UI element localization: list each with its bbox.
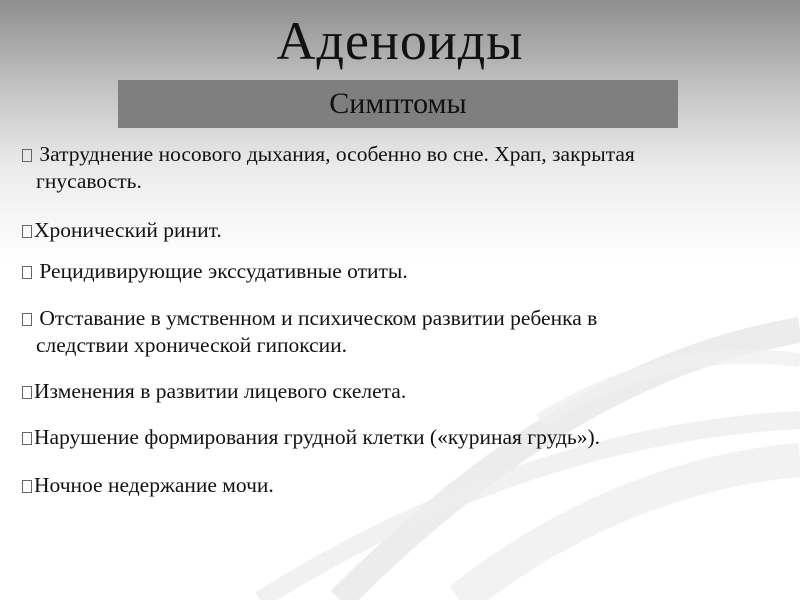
symptom-text: Отставание в умственном и психическом развитии ребенка в [34,306,598,330]
symptom-text: Хронический ринит. [34,218,222,242]
bullet-icon [22,386,32,399]
list-item [22,472,782,499]
list-item [22,217,782,244]
bullet-icon [22,432,32,445]
symptom-text: Нарушение формирования грудной клетки («куриная грудь»). [34,425,600,449]
list-item [22,141,782,195]
list-item [22,424,782,451]
section-heading: Симптомы [118,80,678,128]
bullet-icon [22,480,32,493]
symptom-text: Ночное недержание мочи. [34,473,274,497]
symptom-text-continued: следствии хронической гипоксии. [36,333,348,357]
list-item [22,258,782,285]
bullet-icon [22,313,32,326]
symptom-text: Изменения в развитии лицевого скелета. [34,379,407,403]
list-item [22,305,782,359]
list-item [22,378,782,405]
slide-title: Аденоиды [276,11,524,71]
bullet-icon [22,149,32,162]
symptom-text: Рецидивирующие экссудативные отиты. [34,259,408,283]
symptom-text-continued: гнусавость. [36,169,142,193]
bullet-icon [22,225,32,238]
symptom-text: Затруднение носового дыхания, особенно во сне. Храп, закрытая [34,142,635,166]
bullet-icon [22,266,32,279]
